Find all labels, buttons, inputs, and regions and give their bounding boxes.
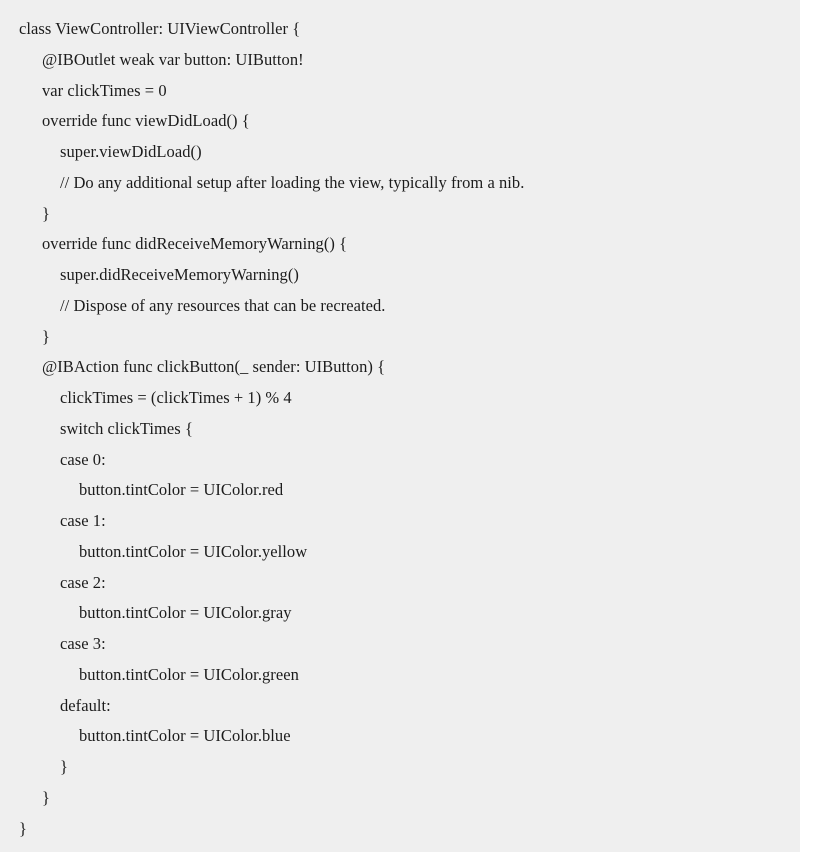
code-line: var clickTimes = 0: [42, 80, 167, 100]
code-line: @IBAction func clickButton(_ sender: UIButton) {: [42, 357, 386, 377]
code-line: super.viewDidLoad(): [60, 142, 202, 161]
code-line: button.tintColor = UIColor.red: [79, 480, 284, 500]
code-line: case 3:: [60, 634, 106, 653]
code-line: }: [19, 818, 27, 838]
code-line: }: [42, 203, 50, 223]
code-line: default:: [60, 695, 111, 715]
code-line: }: [60, 757, 68, 776]
code-line: case 1:: [60, 511, 106, 530]
code-line: button.tintColor = UIColor.yellow: [79, 541, 308, 561]
code-line: clickTimes = (clickTimes + 1) % 4: [60, 388, 292, 407]
code-line: super.didReceiveMemoryWarning(): [60, 265, 299, 284]
code-line: case 2:: [60, 572, 106, 592]
code-line: override func didReceiveMemoryWarning() {: [42, 234, 348, 254]
code-comment-line: // Do any additional setup after loading the view, typically from a nib.: [60, 172, 525, 192]
code-line: button.tintColor = UIColor.green: [79, 664, 299, 684]
code-comment-line: // Dispose of any resources that can be recreated.: [60, 295, 386, 315]
code-line: }: [42, 787, 50, 807]
code-line: @IBOutlet weak var button: UIButton!: [42, 49, 304, 69]
code-line: switch clickTimes {: [60, 418, 193, 438]
code-line: button.tintColor = UIColor.blue: [79, 726, 291, 746]
code-line: }: [42, 326, 50, 346]
code-line: case 0:: [60, 449, 106, 469]
code-line: override func viewDidLoad() {: [42, 111, 250, 131]
code-line: class ViewController: UIViewController {: [19, 19, 301, 38]
code-line: button.tintColor = UIColor.gray: [79, 603, 292, 623]
